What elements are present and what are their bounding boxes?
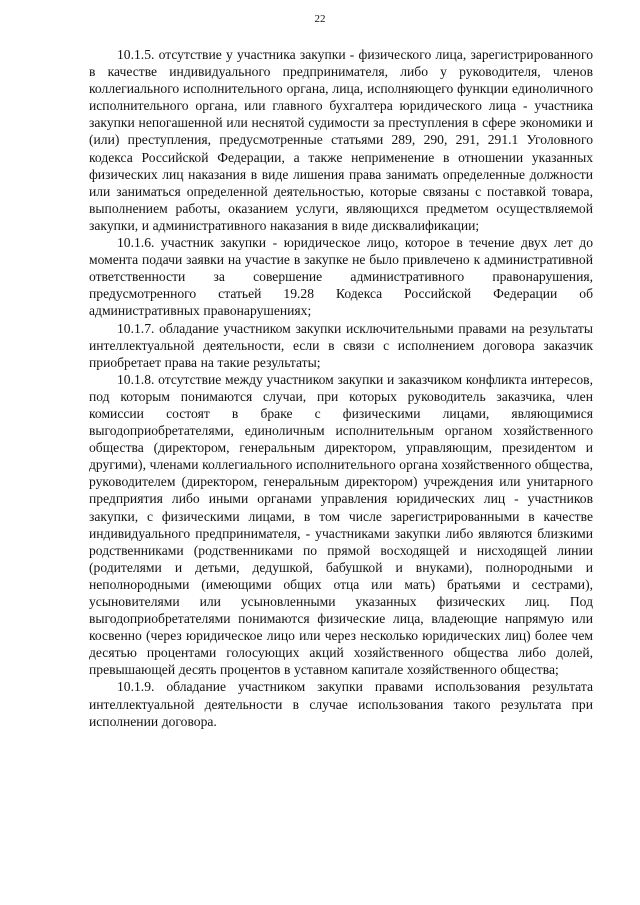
paragraph-10-1-8: 10.1.8. отсутствие между участником закупки и заказчиком конфликта интересов, под которым понимаются случаи, при которых руководитель заказчика, член комиссии состоят в браке с физическими лицами, являющимися выгодоприобретателями, единоличным исполнительным органом хозяйственного общества (директором, генеральным директором, управляющим, президентом и другими), членами коллегиального исполнительного органа хозяйственного общества, руководителем (директором, генеральным директором) учреждения или унитарного предприятия либо иными органами управления юридических лиц - участников закупки, с физическими лицами, в том числе зарегистрированными в качестве индивидуального предпринимателя, - участниками закупки либо являются близкими родственниками (родственниками по прямой восходящей и нисходящей линии (родителями и детьми, дедушкой, бабушкой и внуками), полнородными и неполнородными (имеющими общих отца или мать) братьями и сестрами), усыновителями или усыновленными указанных физических лиц. Под выгодоприобретателями понимаются физические лица, владеющие напрямую или косвенно (через юридическое лицо или через несколько юридических лиц) более чем десятью процентами голосующих акций хозяйственного общества либо долей, превышающей десять процентов в уставном капитале хозяйственного общества; <box>89 371 593 678</box>
paragraph-10-1-7: 10.1.7. обладание участником закупки исключительными правами на результаты интеллектуальной деятельности, если в связи с исполнением договора заказчик приобретает права на такие результаты; <box>89 320 593 370</box>
paragraph-10-1-6: 10.1.6. участник закупки - юридическое лицо, которое в течение двух лет до момента подачи заявки на участие в закупке не было привлечено к административной ответственности за совершение административного правонарушения, предусмотренного статьей 19.28 Кодекса Российской Федерации об административных правонарушениях; <box>89 235 593 319</box>
document-body <box>89 46 593 730</box>
paragraph-10-1-9: 10.1.9. обладание участником закупки правами использования результата интеллектуальной деятельности в случае использования такого результата при исполнении договора. <box>89 679 593 729</box>
page-number: 22 <box>314 13 326 25</box>
paragraph-10-1-5: 10.1.5. отсутствие у участника закупки - физического лица, зарегистрированного в качестве индивидуального предпринимателя, либо у руководителя, членов коллегиального исполнительного органа, лица, исполняющего функции единоличного исполнительного органа, или главного бухгалтера юридического лица - участника закупки непогашенной или неснятой судимости за преступления в сфере экономики и (или) преступления, предусмотренные статьями 289, 290, 291, 291.1 Уголовного кодекса Российской Федерации, а также неприменение в отношении указанных физических лиц наказания в виде лишения права занимать определенные должности или заниматься определенной деятельностью, которые связаны с поставкой товара, выполнением работы, оказанием услуги, являющихся предметом осуществляемой закупки, и административного наказания в виде дисквалификации; <box>89 47 593 233</box>
